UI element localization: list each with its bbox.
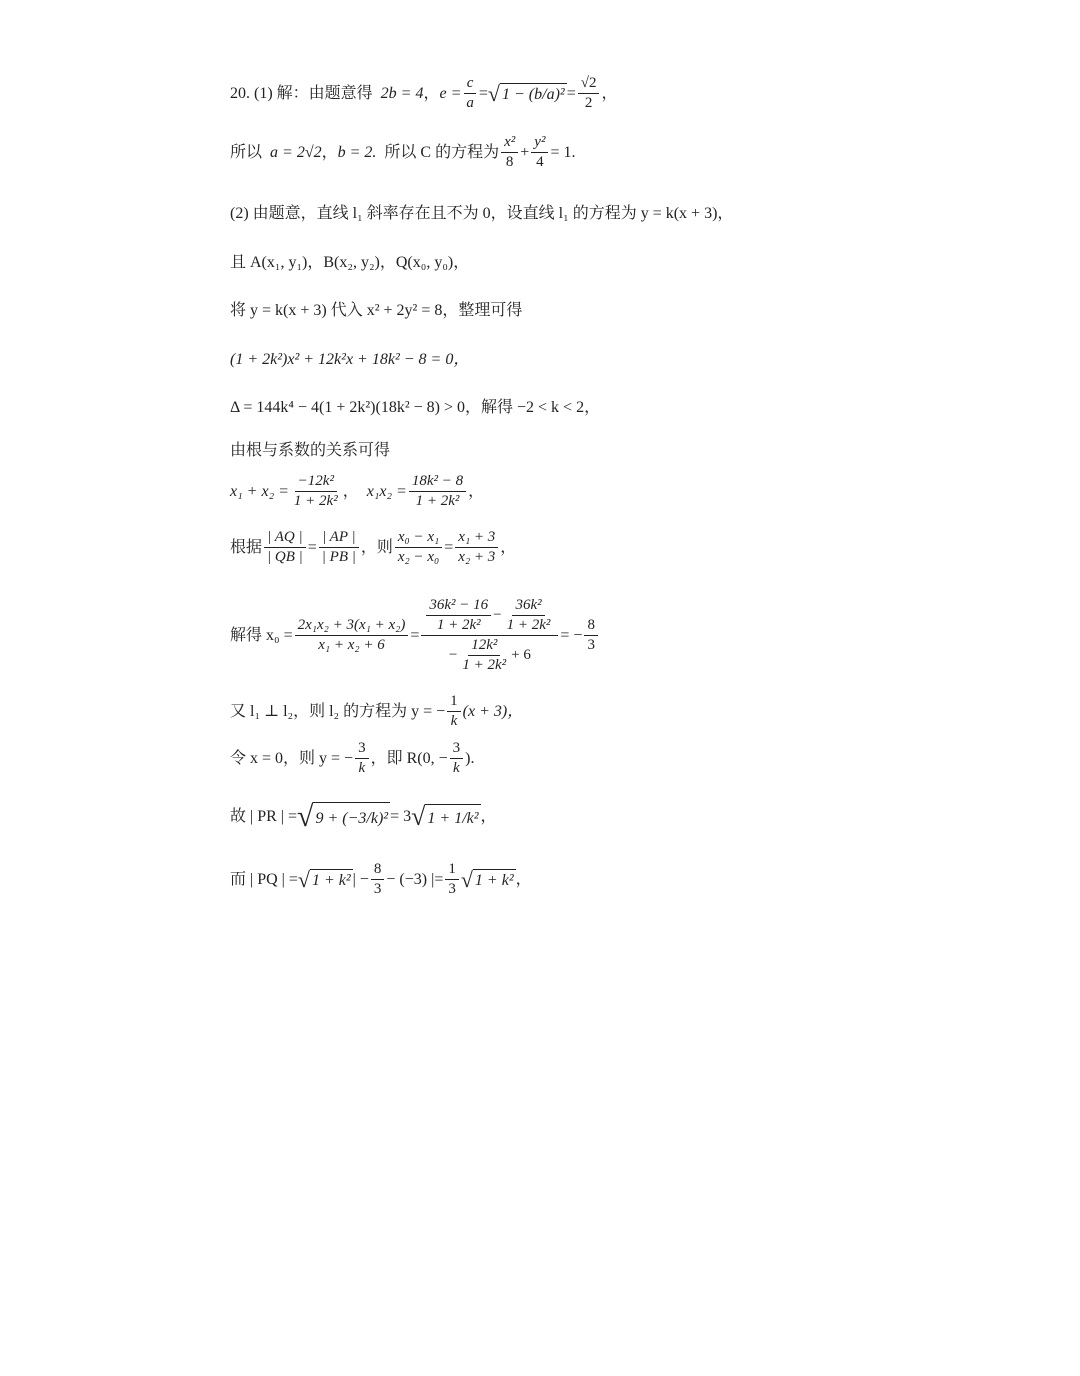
numerator: 3 — [355, 741, 369, 759]
sqrt-expression: √ 9 + (−3/k)² — [297, 800, 389, 833]
solution-line-14 — [230, 802, 497, 832]
equation-rhs: = 1. — [550, 143, 576, 161]
eccentricity-lhs: e = — [439, 84, 462, 102]
text-prefix: 故 | PR | = — [230, 808, 298, 825]
separator: ， — [423, 84, 440, 102]
fraction-8-over-3 — [371, 862, 385, 897]
sum-lhs: x₁ + x₂ = — [230, 482, 289, 500]
text-mid: 所以 C 的方程为 — [384, 143, 500, 161]
sqrt-body: 1 − (b/a)² — [500, 83, 567, 105]
denominator: 4 — [536, 154, 544, 170]
solution-line-13 — [230, 741, 474, 776]
fraction-aq-qb — [264, 530, 306, 565]
compound-numerator — [421, 598, 558, 636]
denominator: x₁ + x₂ + 6 — [318, 637, 385, 653]
solution-line-10 — [230, 530, 516, 565]
abs-open: | − — [352, 870, 369, 888]
denominator: x₂ + 3 — [458, 549, 496, 565]
separator: ， — [342, 482, 359, 500]
fraction-x2-over-8 — [501, 135, 518, 170]
equals: = — [566, 84, 576, 102]
denominator: 3 — [448, 881, 456, 897]
fraction-c-over-a — [463, 76, 477, 111]
text-prefix: 令 x = 0，则 y = − — [230, 749, 354, 767]
sqrt-body: 9 + (−3/k)² — [313, 802, 390, 832]
denominator: k — [453, 760, 460, 776]
text-prefix: 解得 x₀ = — [230, 626, 293, 644]
solution-line-8 — [230, 443, 390, 459]
plus-six: + 6 — [511, 647, 531, 663]
numerator: y² — [531, 135, 548, 153]
numerator: x₁ + 3 — [455, 530, 498, 548]
sqrt-expression: √ 1 − (b/a)² — [487, 80, 565, 106]
denominator: 1 + 2k² — [293, 493, 338, 509]
sqrt-expression: √ 1 + 1/k² — [411, 802, 479, 831]
denominator: 8 — [505, 154, 514, 170]
numerator: 1 — [447, 694, 461, 712]
denominator: | QB | — [267, 549, 303, 565]
sqrt-body: 1 + 1/k² — [425, 804, 480, 830]
substitution-text: 将 y = k(x + 3) 代入 x² + 2y² = 8，整理可得 — [230, 302, 523, 319]
fraction-x-plus3 — [455, 530, 498, 565]
solution-line-12 — [230, 694, 523, 729]
compound-fraction — [421, 598, 558, 673]
solution-line-9 — [230, 474, 484, 509]
denominator: 2 — [584, 95, 593, 111]
fraction-x-diff — [395, 530, 442, 565]
part1-prefix: 20. (1) 解：由题意得 — [230, 84, 373, 102]
vieta-intro: 由根与系数的关系可得 — [230, 442, 391, 459]
sqrt-body: 1 + k² — [473, 869, 516, 891]
denominator: k — [358, 760, 366, 776]
numerator: c — [464, 76, 477, 94]
sqrt-body: 1 + k² — [310, 869, 353, 891]
numerator: 1 — [445, 862, 459, 880]
numerator: 8 — [584, 618, 598, 636]
fraction-y2-over-4 — [531, 135, 548, 170]
numerator: 3 — [450, 741, 464, 759]
solution-line-11 — [230, 598, 600, 673]
denominator: | PB | — [321, 549, 356, 565]
solution-line-5 — [230, 303, 522, 319]
separator: ， — [601, 84, 618, 102]
sqrt-expression: √ 1 + k² — [460, 866, 514, 892]
fraction-sum — [291, 474, 341, 509]
text-prefix: 所以 — [230, 143, 263, 161]
text-prefix: 根据 — [230, 538, 263, 556]
equals: = — [410, 626, 420, 644]
text-prefix: 而 | PQ | = — [230, 870, 298, 888]
points-definition: 且 A(x₁, y₁)，B(x₂, y₂)，Q(x₀, y₀)， — [230, 254, 470, 271]
fraction-1-over-k — [447, 694, 461, 729]
solution-line-4 — [230, 255, 469, 271]
equals-minus: = − — [560, 626, 583, 644]
plus: + — [520, 143, 530, 161]
numerator: 2x₁x₂ + 3(x₁ + x₂) — [295, 618, 409, 636]
fraction-3-over-k — [355, 741, 369, 776]
text-tail: (x + 3)， — [462, 702, 524, 720]
numerator: −12k² — [295, 474, 337, 492]
numerator: 36k² − 16 — [426, 598, 491, 616]
numerator: | AP | — [319, 530, 359, 548]
denominator: 3 — [587, 637, 595, 653]
denominator: k — [450, 713, 458, 729]
fraction-x0-expression — [295, 618, 409, 653]
minus: − — [493, 607, 502, 623]
numerator: | AQ | — [264, 530, 305, 548]
fraction-ap-pb — [319, 530, 359, 565]
text-tail: ). — [465, 749, 475, 767]
solution-line-7 — [230, 400, 600, 416]
solution-line-6 — [230, 352, 469, 368]
fraction-result — [584, 618, 598, 653]
compound-denominator — [446, 636, 534, 673]
numerator: 18k² − 8 — [409, 474, 466, 492]
separator: ， — [321, 143, 338, 161]
numerator: x² — [501, 135, 518, 153]
fraction-3-over-k — [450, 741, 464, 776]
numerator: 12k² — [468, 638, 500, 656]
separator: ， — [468, 482, 485, 500]
separator: ， — [500, 538, 517, 556]
equals: = — [444, 538, 454, 556]
text-mid: − (−3) |= — [386, 870, 444, 888]
fraction-root2-over-2 — [578, 76, 600, 111]
text-mid: ，则 — [360, 538, 393, 556]
fraction-1-over-3 — [445, 862, 459, 897]
denominator: 1 + 2k² — [436, 617, 481, 633]
b-value: b = 2. — [337, 143, 377, 161]
denominator: 1 + 2k² — [462, 657, 507, 673]
numerator: √2 — [578, 76, 600, 94]
sqrt-expression: √ 1 + k² — [297, 866, 351, 892]
solution-line-2 — [230, 135, 575, 170]
denominator: x₂ − x₀ — [397, 549, 440, 565]
eq-2b-4: 2b = 4 — [380, 84, 424, 102]
equals: = — [307, 538, 317, 556]
numerator: 36k² — [512, 598, 544, 616]
discriminant-text: Δ = 144k⁴ − 4(1 + 2k²)(18k² − 8) > 0，解得 −2 < k < 2， — [230, 399, 601, 416]
equals: = — [478, 84, 488, 102]
denominator: 1 + 2k² — [415, 493, 460, 509]
numerator: x₀ − x₁ — [395, 530, 442, 548]
text-prefix: 又 l₁ ⊥ l₂，则 l₂ 的方程为 y = − — [230, 702, 446, 720]
numerator: 8 — [371, 862, 385, 880]
solution-line-3 — [230, 206, 733, 222]
fraction-d1 — [459, 638, 509, 673]
fraction-product — [409, 474, 466, 509]
a-value: a = 2√2 — [270, 143, 322, 161]
product-lhs: x₁x₂ = — [366, 482, 407, 500]
fraction-n2 — [504, 598, 554, 633]
solution-line-1 — [230, 76, 617, 111]
quadratic-equation: (1 + 2k²)x² + 12k²x + 18k² − 8 = 0， — [230, 351, 470, 368]
equals-three: = 3 — [390, 808, 412, 825]
fraction-n1 — [426, 598, 491, 633]
solution-line-15 — [230, 862, 532, 897]
part2-intro: (2) 由题意，直线 l₁ 斜率存在且不为 0，设直线 l₁ 的方程为 y = k(x + 3)， — [230, 205, 734, 222]
text-mid: ，即 R(0, − — [370, 749, 448, 767]
denominator: a — [466, 95, 474, 111]
denominator: 1 + 2k² — [506, 617, 551, 633]
separator: ， — [515, 870, 532, 888]
denominator: 3 — [373, 881, 382, 897]
minus: − — [448, 647, 458, 663]
separator: ， — [480, 808, 497, 825]
